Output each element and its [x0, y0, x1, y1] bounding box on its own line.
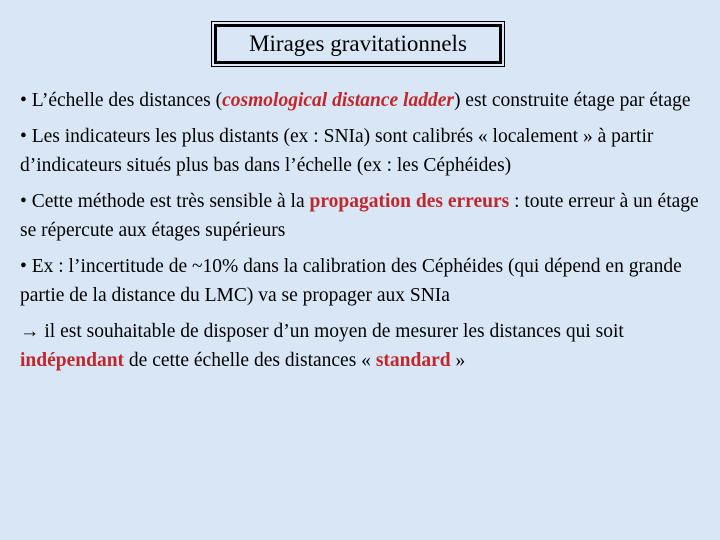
bullet-4-text: • Ex : l’incertitude de ~10% dans la calibration des Céphéides (qui dépend en grande partie de la distance du LMC) va se propager aux SNIa [20, 256, 682, 306]
title-box [214, 24, 502, 64]
slide-content [20, 86, 704, 382]
bullet-1-highlight: cosmological distance ladder [222, 90, 454, 111]
conclusion-text-after: » [450, 350, 466, 371]
bullet-1-text-before: • L’échelle des distances ( [20, 90, 223, 111]
bullet-3-text-before: • Cette méthode est très sensible à la [20, 191, 310, 212]
bullet-error-propagation [20, 187, 704, 245]
slide-title: Mirages gravitationnels [249, 31, 467, 56]
bullet-calibration [20, 122, 704, 180]
conclusion-text-before: → il est souhaitable de disposer d’un moyen de mesurer les distances qui soit [20, 321, 624, 342]
bullet-example-uncertainty [20, 252, 704, 310]
bullet-3-text-after: : toute erreur à un étage se répercute aux étages supérieurs [20, 191, 699, 241]
conclusion-text-middle: de cette échelle des distances « [124, 350, 376, 371]
bullet-distance-ladder [20, 86, 704, 115]
bullet-1-text-after: ) est construite étage par étage [453, 90, 691, 111]
bullet-3-highlight: propagation des erreurs [309, 191, 510, 212]
bullet-2-text: • Les indicateurs les plus distants (ex : SNIa) sont calibrés « localement » à partir d’indicateurs situés plus bas dans l’échelle (ex : les Céphéides) [20, 126, 654, 176]
conclusion-arrow-paragraph [20, 317, 704, 375]
conclusion-highlight-standard: standard [375, 350, 451, 371]
conclusion-highlight-independent: indépendant [20, 350, 125, 371]
